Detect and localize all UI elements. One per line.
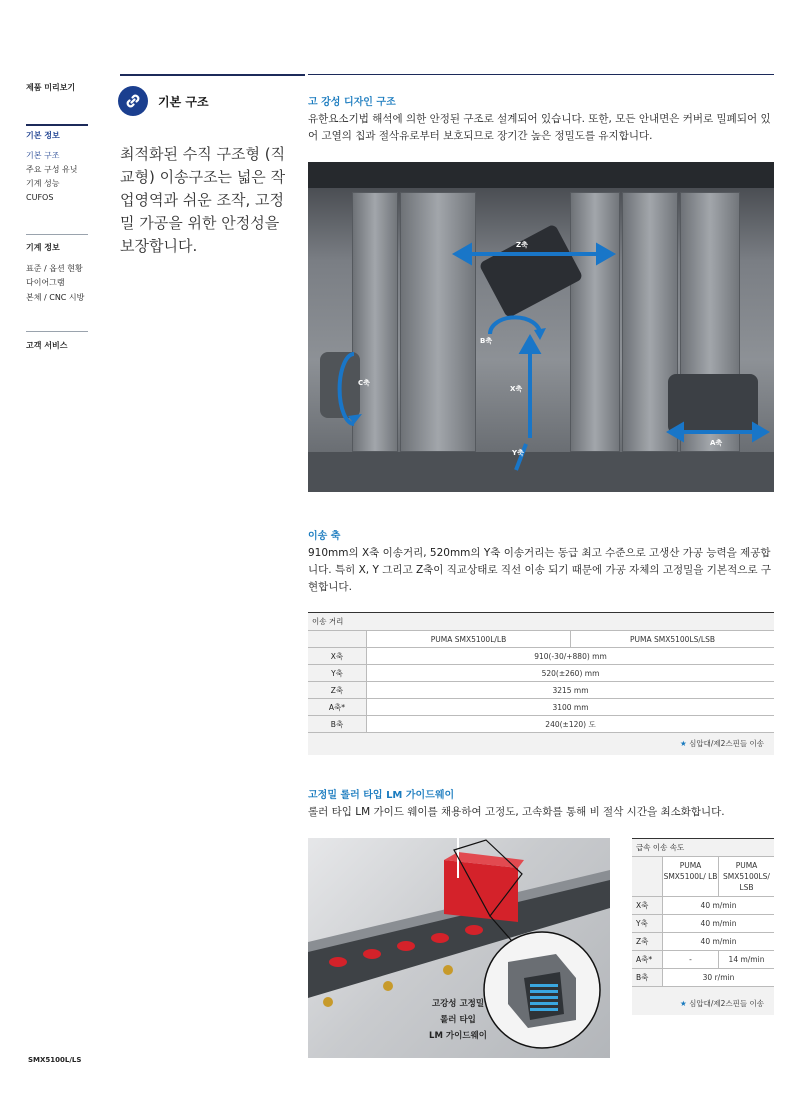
lm-guide-photo-label: 고강성 고정밀 롤러 타입 LM 가이드웨이 <box>429 999 487 1041</box>
axis-label-a: A축 <box>710 439 723 447</box>
star-icon: ★ <box>680 739 687 748</box>
machine-interior-photo <box>308 162 774 492</box>
rigid-design-heading: 고 강성 디자인 구조 <box>308 97 396 108</box>
lm-guide-heading: 고정밀 롤러 타입 LM 가이드웨이 <box>308 790 455 801</box>
intro-description: 최적화된 수직 구조형 (직교형) 이송구조는 넓은 작업영역과 쉬운 조작, 고정밀 가공을 위한 안정성을 보장합니다. <box>120 145 286 255</box>
nav-section-service[interactable]: 고객 서비스 <box>26 341 68 350</box>
nav-item-performance[interactable]: 기계 성능 <box>26 179 60 188</box>
lm-guide-photo <box>308 838 610 1058</box>
column-header: PUMA SMX5100LS/ LSB <box>718 857 774 896</box>
axis-label-y: Y축 <box>512 449 524 457</box>
axis-label-c: C축 <box>358 379 370 387</box>
nav-item-standard-option[interactable]: 표준 / 옵션 현황 <box>26 264 83 273</box>
table-row: Z축 40 m/min <box>632 933 774 951</box>
nav-section-preview[interactable]: 제품 미리보기 <box>26 83 76 92</box>
travel-heading: 이송 축 <box>308 531 341 542</box>
rigid-design-body: 유한요소기법 해석에 의한 안정된 구조로 설계되어 있습니다. 또한, 모든 안내면은 커버로 밀폐되어 있어 고열의 칩과 절삭유로부터 보호되므로 장기간 높은 정밀도를 유지합니다. <box>308 113 771 142</box>
travel-table-caption: 이송 거리 <box>308 613 774 631</box>
table-row: Z축 3215 mm <box>308 682 774 699</box>
travel-body: 910mm의 X축 이송거리, 520mm의 Y축 이송거리는 동급 최고 수준으로 고생산 가공 능력을 제공합니다. 특히 X, Y 그리고 Z축이 직교상태로 직선 이송 되기 때문에 가공 자체의 고정밀을 기본적으로 구현합니다. <box>308 547 771 593</box>
section-rule <box>308 74 774 75</box>
column-header: PUMA SMX5100L/LB <box>366 631 570 647</box>
nav-item-cufos[interactable]: CUFOS <box>26 193 54 202</box>
axis-label-b: B축 <box>480 337 493 345</box>
nav-item-diagram[interactable]: 다이어그램 <box>26 278 65 287</box>
nav-item-main-units[interactable]: 주요 구성 유닛 <box>26 165 78 174</box>
star-icon: ★ <box>680 999 687 1008</box>
axis-arrows <box>308 162 774 492</box>
table-row: Y축 40 m/min <box>632 915 774 933</box>
travel-table-note: ★ 심압대/제2스핀들 이송 <box>680 739 765 748</box>
table-row: X축 40 m/min <box>632 897 774 915</box>
nav-active-rule <box>26 124 88 126</box>
column-header: PUMA SMX5100LS/LSB <box>570 631 774 647</box>
nav-item-spec[interactable]: 본체 / CNC 시방 <box>26 293 85 302</box>
table-row: A축* 3100 mm <box>308 699 774 716</box>
table-row: B축 30 r/min <box>632 969 774 987</box>
section-rule <box>120 74 305 76</box>
page-title: 기본 구조 <box>158 95 209 109</box>
link-chain-icon <box>118 86 148 116</box>
rapid-traverse-table <box>632 838 774 1015</box>
axis-label-z: Z축 <box>516 241 528 249</box>
lm-guide-body: 롤러 타입 LM 가이드 웨이를 채용하여 고정도, 고속화를 통해 비 절삭 시간을 최소화합니다. <box>308 806 725 818</box>
table-row: X축 910(-30/+880) mm <box>308 648 774 665</box>
table-row: B축 240(±120) 도 <box>308 716 774 733</box>
travel-table <box>308 612 774 755</box>
column-header: PUMA SMX5100L/ LB <box>662 857 718 896</box>
nav-item-basic-structure[interactable]: 기본 구조 <box>26 151 60 160</box>
model-footer: SMX5100L/LS <box>28 1056 82 1064</box>
table-row: Y축 520(±260) mm <box>308 665 774 682</box>
axis-label-x: X축 <box>510 385 523 393</box>
rapid-table-note: ★ 심압대/제2스핀들 이송 <box>680 999 765 1008</box>
nav-divider <box>26 234 88 235</box>
table-row: A축* - 14 m/min <box>632 951 774 969</box>
nav-section-basic[interactable]: 기본 정보 <box>26 131 60 140</box>
nav-divider <box>26 331 88 332</box>
nav-section-machine[interactable]: 기계 정보 <box>26 243 60 252</box>
rapid-table-caption: 급속 이송 속도 <box>632 839 774 857</box>
